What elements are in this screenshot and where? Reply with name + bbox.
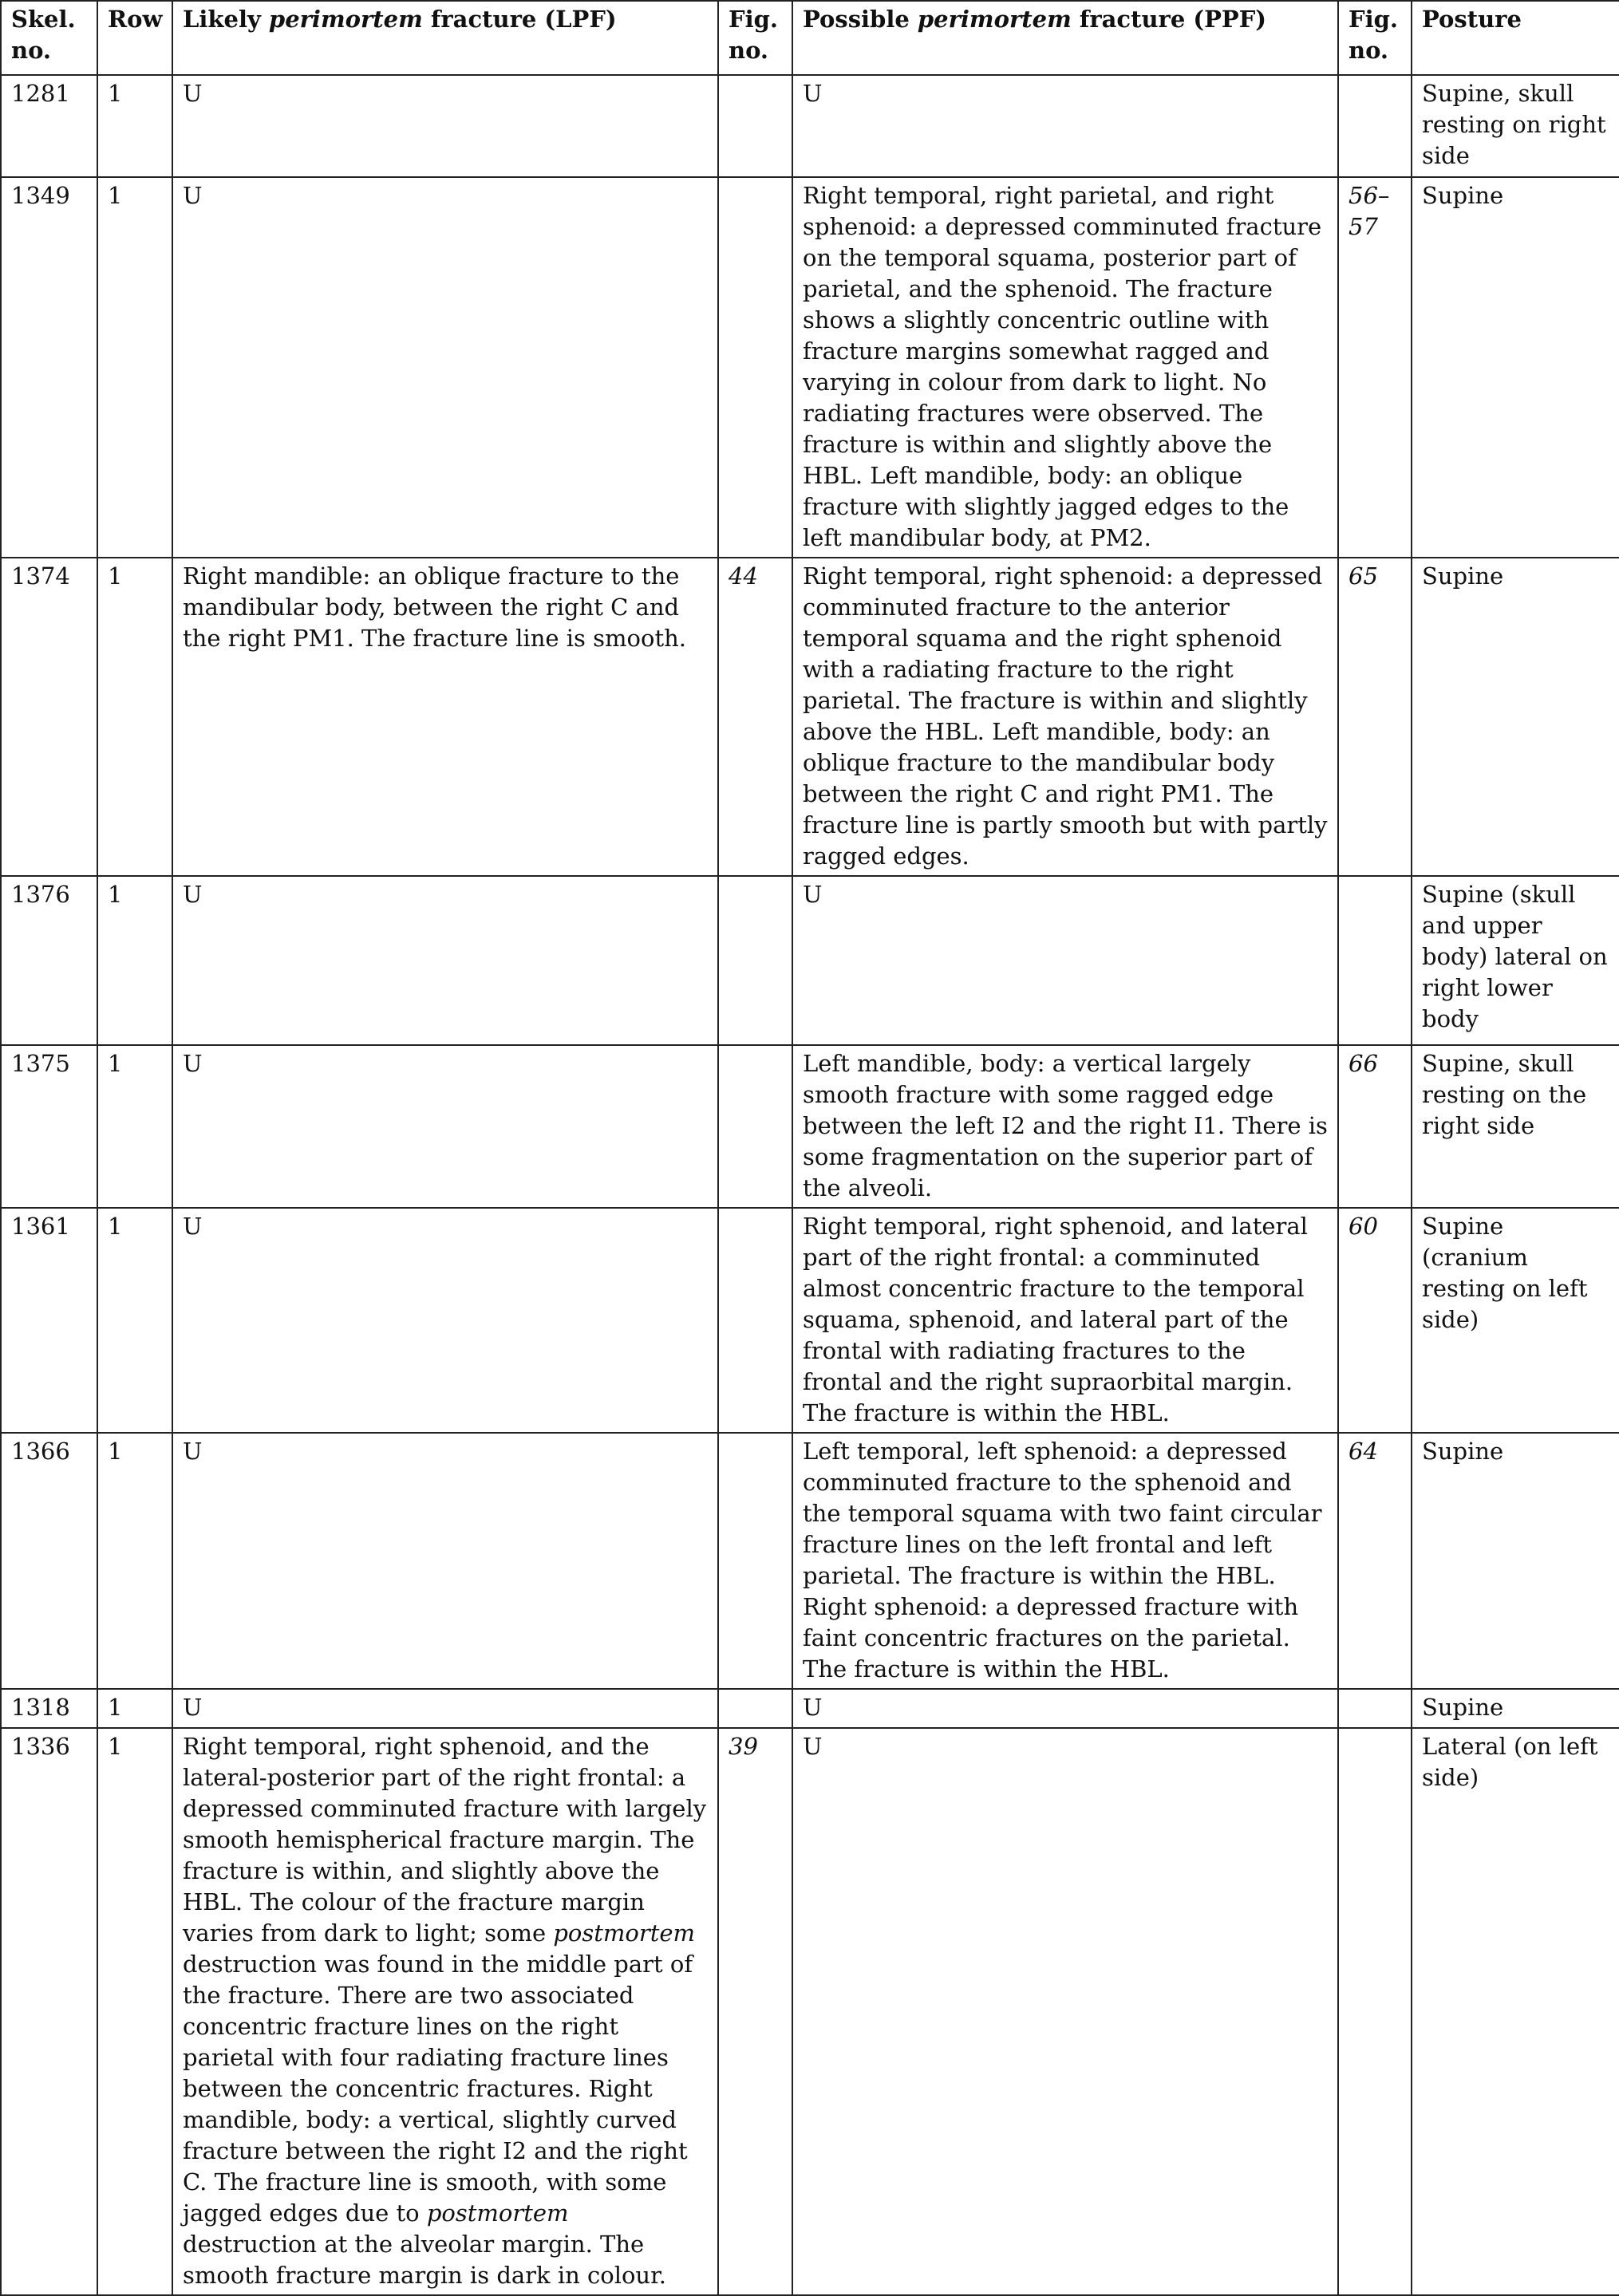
- lpf-cell-text: U: [183, 80, 203, 107]
- lpf-cell-text: postmortem: [426, 2199, 569, 2227]
- row-no-cell: 1: [97, 1045, 172, 1208]
- lpf-cell: [172, 75, 718, 177]
- table-row: [1, 558, 1619, 876]
- row-no-cell: 1: [97, 1433, 172, 1689]
- lpf-cell-text: U: [183, 1694, 203, 1721]
- ppf-cell-text: U: [803, 1733, 823, 1760]
- fig-no-ppf-cell: [1338, 75, 1412, 177]
- fig-no-ppf-cell: [1338, 1689, 1412, 1728]
- posture-cell: Supine, skull resting on the right side: [1412, 1045, 1619, 1208]
- lpf-cell-text: U: [183, 182, 203, 209]
- row-no-cell: 1: [97, 876, 172, 1045]
- skel-no-cell: 1281: [1, 75, 97, 177]
- fig-no-ppf-cell: 66: [1338, 1045, 1412, 1208]
- lpf-cell: [172, 558, 718, 876]
- header-skel-no: Skel. no.: [1, 1, 97, 75]
- ppf-cell: [792, 876, 1338, 1045]
- header-fig-no-ppf: Fig. no.: [1338, 1, 1412, 75]
- fig-no-lpf-cell: [718, 1208, 792, 1433]
- fig-no-lpf-cell: [718, 1433, 792, 1689]
- lpf-cell-text: U: [183, 1438, 203, 1465]
- lpf-cell-text: Right temporal, right sphenoid, and the lateral-posterior part of the right frontal: a depressed comminuted fracture with largely smooth hemispherical fracture margin. The fracture is within, and slightly above the HBL. The colour of the fracture margin varies from dark to light; some: [183, 1733, 707, 1947]
- skel-no-cell: 1336: [1, 1728, 97, 2295]
- lpf-cell: [172, 1689, 718, 1728]
- posture-cell: Supine: [1412, 558, 1619, 876]
- lpf-cell: [172, 177, 718, 558]
- posture-cell: Supine (cranium resting on left side): [1412, 1208, 1619, 1433]
- lpf-cell-text: U: [183, 881, 203, 908]
- ppf-cell: [792, 1689, 1338, 1728]
- lpf-cell: [172, 876, 718, 1045]
- ppf-cell: [792, 75, 1338, 177]
- fig-no-lpf-cell: 39: [718, 1728, 792, 2295]
- row-no-cell: 1: [97, 1208, 172, 1433]
- header-lpf: Likely perimortem fracture (LPF): [172, 1, 718, 75]
- table-row: [1, 1728, 1619, 2295]
- lpf-cell: [172, 1208, 718, 1433]
- lpf-cell: [172, 1045, 718, 1208]
- lpf-cell-text: U: [183, 1050, 203, 1077]
- posture-cell: Supine: [1412, 177, 1619, 558]
- fig-no-ppf-cell: 56–57: [1338, 177, 1412, 558]
- table-row: [1, 1433, 1619, 1689]
- skel-no-cell: 1375: [1, 1045, 97, 1208]
- fig-no-lpf-cell: [718, 876, 792, 1045]
- fig-no-ppf-cell: 65: [1338, 558, 1412, 876]
- ppf-cell: [792, 1728, 1338, 2295]
- skel-no-cell: 1376: [1, 876, 97, 1045]
- fig-no-ppf-cell: 64: [1338, 1433, 1412, 1689]
- ppf-cell-text: Right temporal, right sphenoid: a depressed comminuted fracture to the anterior temporal squama and the right sphenoid with a radiating fracture to the right parietal. The fracture is within and slightly above the HBL. Left mandible, body: an oblique fracture to the mandibular body between the right C and right PM1. The fracture line is partly smooth but with partly ragged edges.: [803, 562, 1328, 870]
- lpf-cell-text: Right mandible: an oblique fracture to the mandibular body, between the right C and the right PM1. The fracture line is smooth.: [183, 562, 686, 652]
- ppf-cell-text: Right temporal, right parietal, and right sphenoid: a depressed comminuted fracture on the temporal squama, posterior part of parietal, and the sphenoid. The fracture shows a slightly concentric outline with fracture margins somewhat ragged and varying in colour from dark to light. No radiating fractures were observed. The fracture is within and slightly above the HBL. Left mandible, body: an oblique fracture with slightly jagged edges to the left mandibular body, at PM2.: [803, 182, 1322, 551]
- ppf-cell-text: U: [803, 1694, 823, 1721]
- skel-no-cell: 1366: [1, 1433, 97, 1689]
- ppf-cell-text: Right temporal, right sphenoid, and lateral part of the right frontal: a comminuted almost concentric fracture to the temporal squama, sphenoid, and lateral part of the frontal with radiating fractures to the frontal and the right supraorbital margin. The fracture is within the HBL.: [803, 1213, 1308, 1426]
- row-no-cell: 1: [97, 1689, 172, 1728]
- fig-no-lpf-cell: [718, 1689, 792, 1728]
- skel-no-cell: 1374: [1, 558, 97, 876]
- ppf-cell: [792, 1045, 1338, 1208]
- posture-cell: Supine (skull and upper body) lateral on right lower body: [1412, 876, 1619, 1045]
- table-row: [1, 75, 1619, 177]
- header-fig-no-lpf: Fig. no.: [718, 1, 792, 75]
- ppf-cell: [792, 558, 1338, 876]
- fig-no-lpf-cell: [718, 1045, 792, 1208]
- lpf-cell: [172, 1433, 718, 1689]
- lpf-cell-text: destruction was found in the middle part of the fracture. There are two associated concentric fracture lines on the right parietal with four radiating fracture lines between the concentric fractures. Right mandible, body: a vertical, slightly curved fracture between the right I2 and the right C. The fracture line is smooth, with some jagged edges due to: [183, 1951, 693, 2227]
- posture-cell: Supine, skull resting on right side: [1412, 75, 1619, 177]
- lpf-cell: [172, 1728, 718, 2295]
- table-row: [1, 1689, 1619, 1728]
- lpf-cell-text: U: [183, 1213, 203, 1240]
- fig-no-ppf-cell: [1338, 876, 1412, 1045]
- fig-no-lpf-cell: [718, 177, 792, 558]
- table-row: [1, 1208, 1619, 1433]
- ppf-cell-text: Left temporal, left sphenoid: a depressed comminuted fracture to the sphenoid and the temporal squama with two faint circular fracture lines on the left frontal and left parietal. The fracture is within the HBL. Right sphenoid: a depressed fracture with faint concentric fractures on the parietal. The fracture is within the HBL.: [803, 1438, 1322, 1683]
- posture-cell: Lateral (on left side): [1412, 1728, 1619, 2295]
- lpf-cell-text: postmortem: [553, 1919, 696, 1947]
- table-row: [1, 876, 1619, 1045]
- table-row: [1, 177, 1619, 558]
- row-no-cell: 1: [97, 75, 172, 177]
- posture-cell: Supine: [1412, 1433, 1619, 1689]
- fig-no-lpf-cell: [718, 75, 792, 177]
- row-no-cell: 1: [97, 1728, 172, 2295]
- ppf-cell: [792, 1208, 1338, 1433]
- skel-no-cell: 1361: [1, 1208, 97, 1433]
- header-row-no: Row: [97, 1, 172, 75]
- skel-no-cell: 1349: [1, 177, 97, 558]
- fig-no-ppf-cell: [1338, 1728, 1412, 2295]
- header-posture: Posture: [1412, 1, 1619, 75]
- fig-no-ppf-cell: 60: [1338, 1208, 1412, 1433]
- row-no-cell: 1: [97, 177, 172, 558]
- header-ppf: Possible perimortem fracture (PPF): [792, 1, 1338, 75]
- lpf-cell-text: destruction at the alveolar margin. The smooth fracture margin is dark in colour.: [183, 2231, 666, 2289]
- ppf-cell-text: U: [803, 881, 823, 908]
- fig-no-lpf-cell: 44: [718, 558, 792, 876]
- ppf-cell-text: U: [803, 80, 823, 107]
- ppf-cell: [792, 1433, 1338, 1689]
- posture-cell: Supine: [1412, 1689, 1619, 1728]
- skel-no-cell: 1318: [1, 1689, 97, 1728]
- ppf-cell: [792, 177, 1338, 558]
- table-row: [1, 1045, 1619, 1208]
- row-no-cell: 1: [97, 558, 172, 876]
- header-row: [1, 1, 1619, 75]
- ppf-cell-text: Left mandible, body: a vertical largely smooth fracture with some ragged edge between the left I2 and the right I1. There is some fragmentation on the superior part of the alveoli.: [803, 1050, 1328, 1201]
